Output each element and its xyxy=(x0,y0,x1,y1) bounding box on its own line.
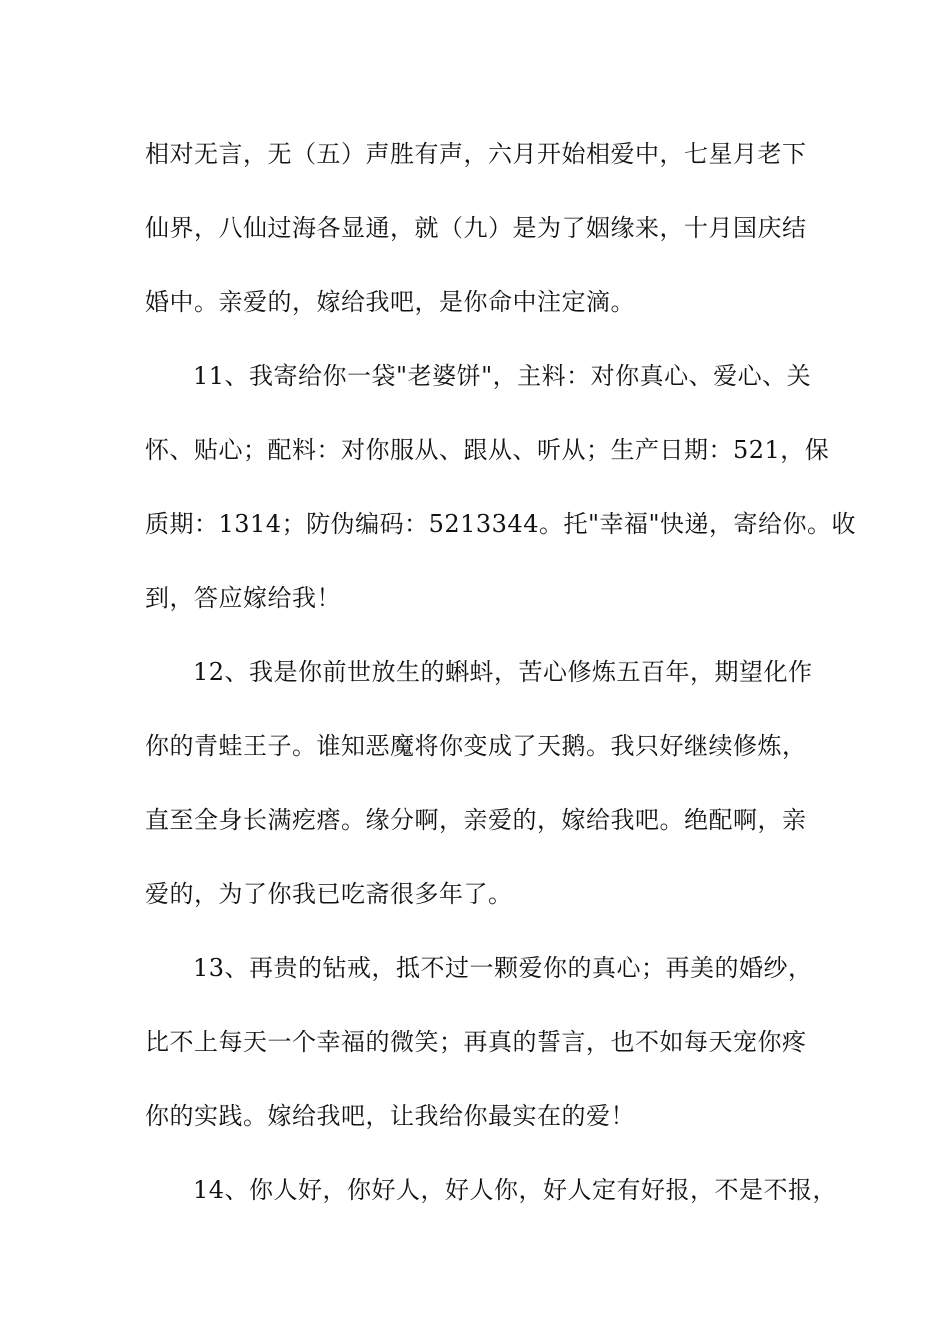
text-line: 相对无言，无（五）声胜有声，六月开始相爱中，七星月老下 xyxy=(145,140,807,168)
text-line: 仙界，八仙过海各显通，就（九）是为了姻缘来，十月国庆结 xyxy=(145,214,807,242)
text-line: 质期：1314；防伪编码：5213344。托"幸福"快递，寄给你。收 xyxy=(145,510,857,538)
text-line: 爱的，为了你我已吃斋很多年了。 xyxy=(145,880,513,908)
text-line: 到，答应嫁给我！ xyxy=(145,584,341,612)
text-line: 你的青蛙王子。谁知恶魔将你变成了天鹅。我只好继续修炼， xyxy=(145,732,807,760)
text-line: 比不上每天一个幸福的微笑；再真的誓言，也不如每天宠你疼 xyxy=(145,1028,807,1056)
text-line: 怀、贴心；配料：对你服从、跟从、听从；生产日期：521，保 xyxy=(145,436,830,464)
paragraph-11-first-line: 11、我寄给你一袋"老婆饼"，主料：对你真心、爱心、关 xyxy=(193,362,812,390)
paragraph-13-first-line: 13、再贵的钻戒，抵不过一颗爱你的真心；再美的婚纱， xyxy=(193,954,813,982)
paragraph-14-first-line: 14、你人好，你好人，好人你，好人定有好报，不是不报， xyxy=(193,1176,838,1204)
paragraph-12-first-line: 12、我是你前世放生的蝌蚪，苦心修炼五百年，期望化作 xyxy=(193,658,813,686)
text-line: 直至全身长满疙瘩。缘分啊，亲爱的，嫁给我吧。绝配啊，亲 xyxy=(145,806,807,834)
text-line: 你的实践。嫁给我吧，让我给你最实在的爱！ xyxy=(145,1102,635,1130)
text-line: 婚中。亲爱的，嫁给我吧，是你命中注定滴。 xyxy=(145,288,635,316)
